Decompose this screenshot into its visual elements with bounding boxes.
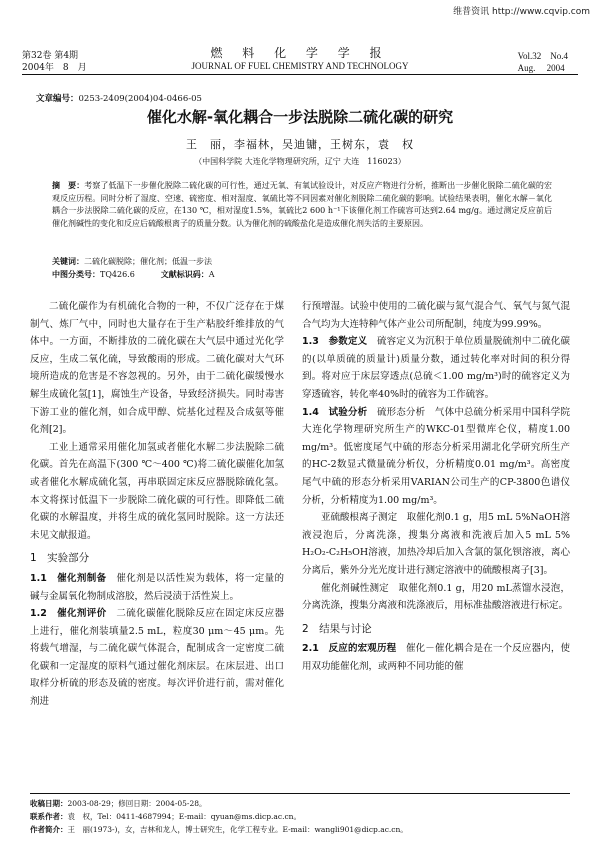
contact-text: 袁 权，Tel：0411-4687994；E-mail：qyuan@ms.dicp.ac.cn。 [67, 812, 301, 821]
intro-paragraph-1: 二硫化碳作为有机硫化合物的一种，不仅广泛存在于煤制气、炼厂气中，同时也大量存在于生产粘胶纤维排放的气体中。一方面，不断排放的二硫化碳在大气层中通过光化学反应，生成二氧化硫，导致酸雨的形成。二硫化碳对大气环境所造成的危害是不容忽视的。另外，由于二硫化碳缓慢水解生成硫化氢[1]，腐蚀生产设备，导致经济损失。同时毒害下游工业的催化剂，如合成甲醇、烷基化过程及合成氨等催化剂[2]。 [30, 301, 284, 436]
author-list: 王 丽，李福林，吴迪镛，王树东，袁 权 [186, 138, 414, 151]
keywords-block [52, 256, 552, 281]
keywords-label: 关键词： [52, 257, 84, 266]
keywords-text: 二硫化碳脱除；催化剂；低温一步法 [84, 257, 212, 266]
right-column [302, 298, 570, 675]
author-bio-label: 作者简介： [30, 825, 68, 834]
section-1-2-title: 1.2 催化剂评价 [30, 608, 107, 620]
section-2-1-text: 催化－催化耦合是在一个反应器内，使用双功能催化剂，或两种不同功能的催 [302, 643, 570, 672]
received-text: 2003-08-29；修回日期：2004-05-28。 [67, 799, 207, 808]
alkalinity-measurement-paragraph: 催化剂碱性测定 取催化剂0.1 g，用20 mL蒸馏水浸泡，分离洗涤，搜集分离液和洗涤液后，用标准盐酸溶液进行标定。 [302, 582, 570, 612]
volume-issue-en: Vol.32 No.4 [517, 51, 568, 61]
abstract-text: 考察了低温下一步催化脱除二硫化碳的可行性，通过无氧、有氧试验设计，对反应产物进行分析，推断出一步催化脱除二硫化碳的宏观反应历程。同时分析了湿度、空速、硫密度、相对湿度、氧硫比等不同因素对催化剂脱除二硫化碳的影响。试验结果表明，催化水解－氧化耦合一步法脱除二硫化碳的反应，在130 ℃，相对湿度1.5%，氧硫比2 600 h⁻¹下该催化剂工作硫容可达到2.64 mg/g。通过测定反应前后催化剂碱性的变化和反应后硫酸根离子的质量分数。认为催化剂的硫酸盐化是造成催化剂失活的主要原因。 [52, 181, 552, 228]
section-2-1-title: 2.1 反应的宏观历程 [302, 643, 397, 655]
article-number [36, 92, 202, 104]
watermark: 维普资讯 http://www.cqvip.com [453, 7, 590, 17]
section-1-4 [302, 404, 570, 510]
footnotes [30, 797, 580, 836]
contact-label: 联系作者： [30, 812, 68, 821]
journal-title-en: JOURNAL OF FUEL CHEMISTRY AND TECHNOLOGY [191, 61, 409, 71]
left-column [30, 298, 284, 711]
date-en: Aug. 2004 [517, 63, 565, 73]
article-number-value: 0253-2409(2004)04-0466-05 [78, 94, 202, 104]
article-number-label: 文章编号： [36, 94, 79, 104]
doc-code-label: 文献标识码： [160, 269, 209, 279]
section-1-3-text: 硫容定义为沉积于单位质量脱硫剂中二硫化碳的(以单质硫的质量计)质量分数，通过转化率对时间的积分得到。将对应于床层穿透点(总硫＜1.00 mg/m³)时的硫容定义为穿透硫容，转化率40%时的硫容为工作硫容。 [302, 336, 570, 400]
header-rule [22, 74, 578, 75]
section-1-2 [30, 605, 284, 711]
section-2-1 [302, 640, 570, 675]
section-1-3 [302, 333, 570, 403]
received-label: 收稿日期： [30, 799, 68, 808]
section-1-1-text: 催化剂是以活性炭为载体，将一定量的碱与金属氧化物制成溶胶，然后浸渍于活性炭上。 [30, 572, 284, 602]
section-1-3-title: 1.3 参数定义 [302, 336, 368, 348]
section-heading-2: 2 结果与讨论 [302, 622, 372, 635]
section-1-1 [30, 570, 284, 605]
section-1-2-text: 二硫化碳催化脱除反应在固定床反应器上进行，催化剂装填量2.5 mL，粒度30 μm～45 μm。先将载气增湿，与二硫化碳气体混合，配制成含一定密度二硫化碳和一定湿度的原料气通过催化剂床层。在床层进、出口取样分析硫的形态及硫的密度。每次评价进行前，需对催化剂进 [30, 608, 284, 708]
clc-label: 中图分类号： [52, 269, 100, 279]
section-1-1-title: 1.1 催化剂制备 [30, 572, 107, 584]
section-1-4-title: 1.4 试验分析 [302, 406, 368, 418]
section-heading-1: 1 实验部分 [30, 552, 90, 565]
abstract [52, 180, 552, 230]
intro-paragraph-2: 工业上通常采用催化加氢或者催化水解二步法脱除二硫化碳。首先在高温下(300 ℃～400 ℃)将二硫化碳催化加氢或者催化水解成硫化氢，再串联固定床反应器脱除硫化氢。本文将探讨低温下一步脱除二硫化碳的可行性。即降低二硫化碳的水解温度，并将生成的硫化氢同时脱除。这一方法还未见文献报道。 [30, 441, 284, 541]
sulfate-measurement-paragraph: 亚硫酸根离子测定 取催化剂0.1 g，用5 mL 5%NaOH溶液浸泡后，分离洗涤，搜集分离液和洗液后加入5 mL 5% H₂O₂-C₂H₅OH溶液，加热冷却后加入含氯的氯化钡溶液，离心分离后，紫外分光光度计进行测定溶液中的硫酸根离子[3]。 [302, 512, 570, 576]
doc-code-value: A [208, 269, 215, 279]
journal-title-cn: 燃 料 化 学 学 报 [210, 46, 390, 60]
date-cn: 2004年 8 月 [22, 63, 87, 73]
clc-value: TQ426.6 [100, 269, 135, 279]
section-1-4-text: 硫形态分析 气体中总硫分析采用中国科学院大连化学物理研究所生产的WKC-01型微库仑仪，精度1.00 mg/m³。低密度尾气中硫的形态分析采用湖北化学研究所生产的HC-2数显式微量硫分析仪，分析精度0.01 mg/m³。高密度尾气中硫的形态分析采用VARIAN公司生产的CP-3800色谱仪分析，分析精度为1.00 mg/m³。 [302, 406, 570, 506]
abstract-label: 摘 要： [52, 181, 85, 190]
volume-issue-cn: 第32卷 第4期 [22, 51, 79, 61]
author-bio-text: 王 丽(1973-)，女，吉林和龙人，博士研究生，化学工程专业。E-mail：wangli901@dicp.ac.cn。 [67, 825, 408, 834]
affiliation: （中国科学院 大连化学物理研究所，辽宁 大连 116023） [194, 157, 406, 166]
header-right [518, 50, 568, 74]
paper-title: 催化水解-氧化耦合一步法脱除二硫化碳的研究 [146, 108, 454, 126]
journal-header [0, 44, 600, 71]
continued-paragraph: 行预增湿。试验中使用的二硫化碳与氮气混合气、氧气与氮气混合气均为大连特种气体产业公司所配制，纯度为99.99%。 [302, 301, 570, 330]
footnote-rule [30, 793, 570, 794]
